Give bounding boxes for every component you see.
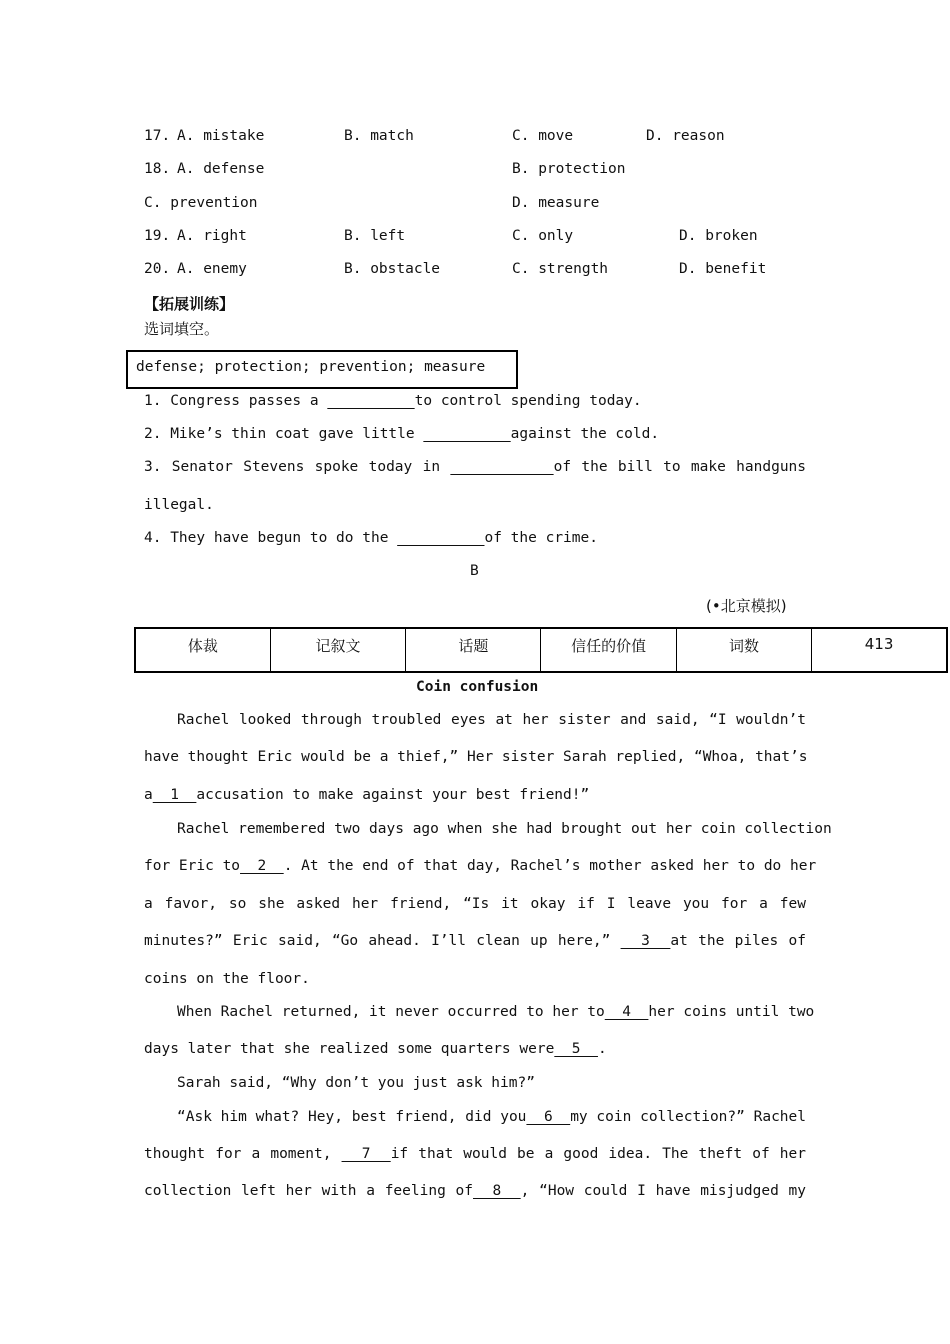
blank-3: 3 xyxy=(620,933,671,949)
instruction: 选词填空。 xyxy=(144,320,220,338)
option-c: C. move xyxy=(512,128,574,144)
option-b: B. match xyxy=(344,128,414,144)
option-d: D. benefit xyxy=(679,261,767,277)
text: at the piles of xyxy=(670,933,806,949)
passage-line xyxy=(144,787,806,803)
text: a xyxy=(144,787,153,803)
text: thought for a moment, xyxy=(144,1146,342,1162)
item-text: of the bill to make handguns xyxy=(553,459,807,475)
fill-item-3 xyxy=(144,459,806,475)
option-c: C. prevention xyxy=(144,195,258,211)
option-d: D. reason xyxy=(646,128,725,144)
passage-line: coins on the floor. xyxy=(144,971,310,987)
text: . At the end of that day, Rachel’s mother asked her to do her xyxy=(283,858,817,874)
option-a: A. right xyxy=(177,228,247,244)
item-text: against the cold. xyxy=(510,426,660,442)
blank-4: 4 xyxy=(604,1004,649,1020)
passage-line xyxy=(177,1004,815,1020)
blank xyxy=(327,393,414,409)
option-d: D. broken xyxy=(679,228,758,244)
text: days later that she realized some quarters were xyxy=(144,1041,555,1057)
option-b: B. obstacle xyxy=(344,261,441,277)
topic-value: 信任的价值 xyxy=(541,628,676,672)
word-count-value: 413 xyxy=(812,628,947,672)
passage-line: a favor, so she asked her friend, “Is it okay if I leave you for a few xyxy=(144,896,806,912)
passage-line: Sarah said, “Why don’t you just ask him?” xyxy=(177,1075,535,1091)
blank-2: 2 xyxy=(240,858,284,874)
option-b: B. protection xyxy=(512,161,626,177)
fill-item-4 xyxy=(144,530,598,546)
option-b: B. left xyxy=(344,228,406,244)
option-c: C. strength xyxy=(512,261,609,277)
passage-line: have thought Eric would be a thief,” Her sister Sarah replied, “Whoa, that’s xyxy=(144,749,808,765)
passage-title: Coin confusion xyxy=(416,679,539,695)
question-number: 17. xyxy=(144,128,171,144)
text: , “How could I have misjudged my xyxy=(520,1183,806,1199)
fill-item-2 xyxy=(144,426,659,442)
genre-label: 体裁 xyxy=(135,628,270,672)
option-d: D. measure xyxy=(512,195,600,211)
blank-8: 8 xyxy=(473,1183,521,1199)
blank xyxy=(423,426,510,442)
option-c: C. only xyxy=(512,228,574,244)
text: my coin collection?” Rachel xyxy=(570,1109,806,1125)
word-box xyxy=(126,350,518,389)
text: for Eric to xyxy=(144,858,241,874)
question-number: 20. xyxy=(144,261,171,277)
text: “Ask him what? Hey, best friend, did you xyxy=(177,1109,527,1125)
fill-item-1 xyxy=(144,393,642,409)
passage-line xyxy=(177,1109,806,1125)
section-heading: 【拓展训练】 xyxy=(144,295,235,313)
option-a: A. enemy xyxy=(177,261,247,277)
text: minutes?” Eric said, “Go ahead. I’ll clean up here,” xyxy=(144,933,621,949)
fill-item-3-cont: illegal. xyxy=(144,497,214,513)
genre-value: 记叙文 xyxy=(270,628,405,672)
passage-line xyxy=(144,1041,806,1057)
passage-line xyxy=(144,1146,806,1162)
passage-line xyxy=(144,1183,806,1199)
text: her coins until two xyxy=(648,1004,815,1020)
source-note: (•北京模拟) xyxy=(706,597,787,615)
section-letter: B xyxy=(470,563,479,579)
blank xyxy=(450,459,553,475)
word-count-label: 词数 xyxy=(676,628,811,672)
item-text: 1. Congress passes a xyxy=(144,393,328,409)
option-a: A. mistake xyxy=(177,128,265,144)
passage-line: Rachel remembered two days ago when she had brought out her coin collection xyxy=(177,821,832,837)
passage-line xyxy=(144,933,806,949)
option-a: A. defense xyxy=(177,161,265,177)
passage-info-table xyxy=(134,627,948,673)
text: accusation to make against your best friend!” xyxy=(196,787,590,803)
text: . xyxy=(597,1041,607,1057)
text: if that would be a good idea. The theft of her xyxy=(390,1146,806,1162)
text: collection left her with a feeling of xyxy=(144,1183,473,1199)
blank-6: 6 xyxy=(526,1109,571,1125)
question-number: 19. xyxy=(144,228,171,244)
item-text: of the crime. xyxy=(484,530,598,546)
item-text: 4. They have begun to do the xyxy=(144,530,398,546)
topic-label: 话题 xyxy=(406,628,541,672)
item-text: 3. Senator Stevens spoke today in xyxy=(144,459,451,475)
blank-5: 5 xyxy=(554,1041,598,1057)
text: When Rachel returned, it never occurred to her to xyxy=(177,1004,605,1020)
passage-line: Rachel looked through troubled eyes at her sister and said, “I wouldn’t xyxy=(177,712,806,728)
item-text: 2. Mike’s thin coat gave little xyxy=(144,426,424,442)
passage-line xyxy=(144,858,817,874)
item-text: to control spending today. xyxy=(414,393,642,409)
blank xyxy=(397,530,484,546)
question-number: 18. xyxy=(144,161,171,177)
blank-7: 7 xyxy=(341,1146,391,1162)
blank-1: 1 xyxy=(152,787,197,803)
word-box-text: defense; protection; prevention; measure xyxy=(136,359,486,375)
